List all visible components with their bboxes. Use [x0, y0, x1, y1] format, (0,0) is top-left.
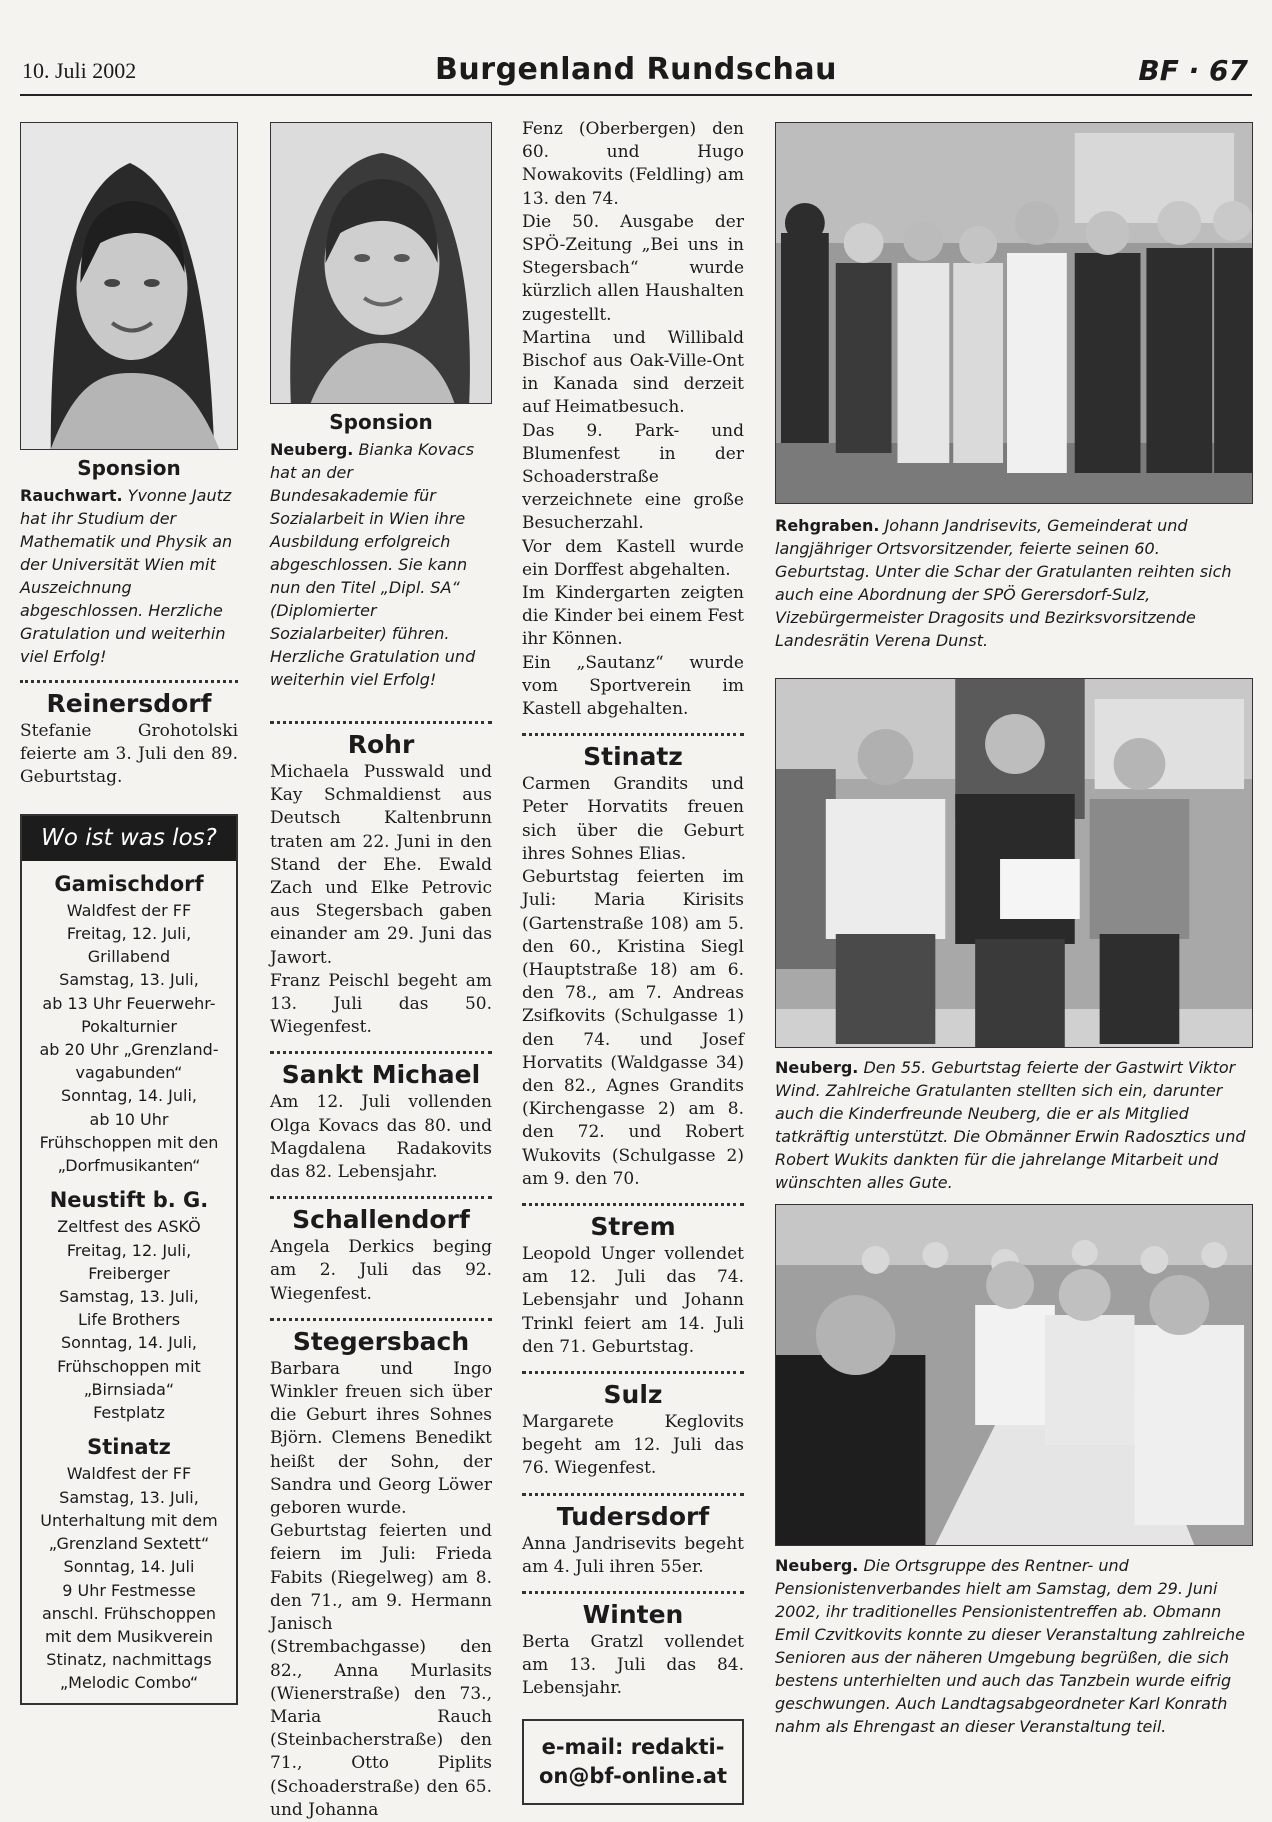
text-sulz: Margarete Keglovits begeht am 12. Juli das 76. Wiegenfest. — [522, 1411, 744, 1479]
event-line: Frühschoppen mit den — [39, 1132, 219, 1152]
text-stegersbach-cont-7: Ein „Sautanz“ wurde vom Sportverein im Kastell abgehalten. — [522, 652, 744, 720]
section-title-stegersbach: Stegersbach — [292, 1326, 470, 1356]
event-place-stinatz: Stinatz — [87, 1435, 171, 1460]
caption-place: Rehgraben. — [775, 516, 880, 535]
event-place-neustift: Neustift b. G. — [49, 1188, 209, 1213]
event-line: Samstag, 13. Juli, — [59, 1287, 199, 1307]
section-title-rohr: Rohr — [347, 730, 415, 759]
section-title-tudersdorf: Tudersdorf — [556, 1501, 710, 1531]
event-line: vagabunden“ — [75, 1063, 183, 1083]
dotted-divider — [270, 1196, 492, 1199]
dotted-divider — [522, 733, 744, 736]
caption-place: Neuberg. — [775, 1556, 859, 1575]
event-line: Waldfest der FF — [66, 1464, 192, 1484]
event-line: Sonntag, 14. Juli, — [61, 1086, 197, 1106]
caption-place: Neuberg. — [270, 440, 354, 459]
text-schallendorf: Angela Derkics beging am 2. Juli das 92. Wiegenfest. — [270, 1237, 492, 1304]
text-winten: Berta Gratzl vollendet am 13. Juli das 84. Lebensjahr. — [522, 1631, 744, 1699]
text-stegersbach-cont-4: Das 9. Park- und Blumenfest in der Schoaderstraße verzeichnete eine große Besucherzahl. — [522, 420, 744, 534]
event-line: mit dem Musikverein — [44, 1626, 214, 1646]
dotted-divider — [20, 680, 238, 683]
caption-rehgraben — [775, 514, 1253, 652]
event-line: „Melodic Combo“ — [59, 1673, 199, 1693]
event-line: Sonntag, 14. Juli — [63, 1557, 195, 1577]
event-neustift — [22, 1189, 236, 1424]
column-3 — [522, 118, 744, 1805]
event-line: Freitag, 12. Juli, — [66, 924, 192, 944]
email-line-1: e-mail: redakti- — [541, 1734, 725, 1759]
column-1 — [20, 122, 238, 1705]
portrait-photo-yvonne-jautz — [20, 122, 238, 450]
event-line: Samstag, 13. Juli, — [59, 1487, 199, 1507]
text-rohr-2: Franz Peischl begeht am 13. Juli das 50. Wiegenfest. — [270, 970, 492, 1038]
event-line: Zeltfest des ASKÖ — [57, 1217, 201, 1237]
event-line: „Dorfmusikanten“ — [57, 1156, 201, 1176]
event-line: „Birnsiada“ — [83, 1379, 175, 1399]
caption-neuberg-pensionisten — [775, 1554, 1253, 1738]
event-line: Life Brothers — [77, 1310, 181, 1330]
section-title-sankt-michael: Sankt Michael — [281, 1060, 481, 1090]
dotted-divider — [522, 1203, 744, 1206]
event-line: Waldfest der FF — [66, 900, 192, 920]
caption-neuberg-gastwirt — [775, 1056, 1253, 1194]
event-line: „Grenzland Sextett“ — [48, 1534, 210, 1554]
event-line: Festplatz — [93, 1403, 165, 1423]
event-line: Freitag, 12. Juli, — [66, 1240, 192, 1260]
column-4 — [775, 122, 1253, 1738]
photo-neuberg-gastwirt — [775, 678, 1253, 1048]
page-number: BF · 67 — [1138, 54, 1248, 87]
dotted-divider — [270, 721, 492, 724]
dotted-divider — [270, 1051, 492, 1054]
caption-place: Rauchwart. — [20, 486, 123, 505]
text-stinatz: Carmen Grandits und Peter Horvatits freuen sich über die Geburt ihres Sohnes Elias. — [522, 774, 744, 864]
email-line-2: on@bf-online.at — [538, 1763, 728, 1788]
text-reinersdorf: Stefanie Grohotolski feierte am 3. Juli den 89. Geburtstag. — [20, 721, 238, 788]
events-box — [20, 814, 238, 1705]
text-sankt-michael: Am 12. Juli vollenden Olga Kovacs das 80. und Magdalena Radakovits das 82. Lebensjahr. — [270, 1092, 492, 1183]
section-title-schallendorf: Schallendorf — [292, 1205, 470, 1235]
caption-text: Yvonne Jautz hat ihr Studium der Mathematik und Physik an der Universität Wien mit Auszeichnung abgeschlossen. Herzliche Gratulation und weiterhin viel Erfolg! — [20, 486, 233, 666]
text-stegersbach-cont-2: Die 50. Ausgabe der SPÖ-Zeitung „Bei uns in Stegersbach“ wurde kürzlich allen Haushalten zugestellt. — [522, 211, 744, 325]
event-gamischdorf — [22, 873, 236, 1178]
event-stinatz — [22, 1436, 236, 1702]
dotted-divider — [522, 1591, 744, 1594]
event-line: Pokalturnier — [81, 1016, 177, 1036]
event-line: Sonntag, 14. Juli, — [61, 1333, 197, 1353]
dotted-divider — [270, 1318, 492, 1321]
sponsion-heading: Sponsion — [77, 456, 181, 480]
caption-text: Bianka Kovacs hat an der Bundesakademie für Sozialarbeit in Wien ihre Ausbildung erfolgreich abgeschlossen. Sie kann nun den Titel „Dipl. SA“ (Diplomierter Sozialarbeiter) führen. Herzliche Gratulation und weiterhin viel Erfolg! — [270, 440, 476, 689]
page-header — [20, 52, 1252, 96]
portrait-photo-bianka-kovacs — [270, 122, 492, 404]
event-line: anschl. Frühschoppen — [41, 1603, 217, 1623]
text-stegersbach: Barbara und Ingo Winkler freuen sich über die Geburt ihres Sohnes Björn. Clemens Benedikt heißt der Sohn, der Sandra und Georg Löwer geboren wurde. — [270, 1358, 492, 1519]
event-line: 9 Uhr Festmesse — [62, 1580, 196, 1600]
event-line: Grillabend — [87, 947, 171, 967]
sponsion-heading-2: Sponsion — [329, 410, 433, 434]
event-line: ab 13 Uhr Feuerwehr- — [42, 993, 216, 1013]
section-title-strem: Strem — [590, 1211, 676, 1241]
photo-neuberg-pensionisten — [775, 1204, 1253, 1546]
caption-text: Den 55. Geburtstag feierte der Gastwirt Viktor Wind. Zahlreiche Gratulanten stellten sich ein, darunter auch die Kinderfreunde Neuberg, die er als Mitglied tatkräftig unterstützt. Die Obmänner Erwin Radosztics und Robert Wukits dankten für die jahrelange Mitarbeit und wünschten alles Gute. — [775, 1058, 1246, 1192]
caption-place: Neuberg. — [775, 1058, 859, 1077]
event-line: Unterhaltung mit dem — [40, 1510, 218, 1530]
text-tudersdorf: Anna Jandrisevits begeht am 4. Juli ihren 55er. — [522, 1533, 744, 1577]
event-line: Freiberger — [88, 1263, 170, 1283]
event-line: ab 10 Uhr — [89, 1109, 169, 1129]
text-stegersbach-cont: Fenz (Oberbergen) den 60. und Hugo Nowakovits (Feldling) am 13. den 74. — [522, 119, 744, 209]
photo-rehgraben-group — [775, 122, 1253, 504]
section-title-stinatz: Stinatz — [583, 742, 683, 772]
caption-rauchwart — [20, 484, 238, 668]
text-stegersbach-cont-6: Im Kindergarten zeigten die Kinder bei einem Fest ihr Können. — [522, 583, 744, 650]
event-line: ab 20 Uhr „Grenzland- — [39, 1040, 219, 1060]
event-line: Stinatz, nachmittags — [46, 1650, 212, 1670]
text-stinatz-2: Geburtstag feierten im Juli: Maria Kirisits (Gartenstraße 108) am 5. den 60., Kristina Siegl (Hauptstraße 18) am 6. den 78., am 7. Andreas Zsifkovits (Schulgasse 1) den 74. und Josef Horvatits (Waldgasse 34) den 82., Agnes Grandits (Kirchengasse 2) am 8. den 72. und Robert Wukovits (Schulgasse 2) am 9. den 70. — [522, 867, 744, 1189]
events-box-title: Wo ist was los? — [22, 816, 236, 861]
caption-neuberg — [270, 438, 492, 691]
section-title-winten: Winten — [582, 1599, 684, 1629]
text-strem: Leopold Unger vollendet am 12. Juli das 74. Lebensjahr und Johann Trinkl feiert am 14. Juli den 71. Geburtstag. — [522, 1243, 744, 1357]
section-title-reinersdorf: Reinersdorf — [46, 689, 212, 718]
issue-date: 10. Juli 2002 — [22, 58, 137, 83]
event-line: Samstag, 13. Juli, — [59, 970, 199, 990]
caption-text: Die Ortsgruppe des Rentner- und Pensionistenverbandes hielt am Samstag, dem 29. Juni 2002, ihr traditionelles Pensionistentreffen ab. Obmann Emil Czvitkovits konnte zu dieser Veranstaltung zahlreiche Senioren aus der näheren Umgebung begrüßen, die sich bestens unterhielten und auch das Tanzbein wurde eifrig geschwungen. Auch Landtagsabgeordneter Karl Konrath nahm als Ehrengast an dieser Veranstaltung teil. — [775, 1556, 1246, 1736]
caption-text: Johann Jandrisevits, Gemeinderat und langjähriger Ortsvorsitzender, feierte seinen 60. Geburtstag. Unter die Schar der Gratulanten reihten sich auch eine Abordnung der SPÖ Gerersdorf-Sulz, Vizebürgermeister Dragosits und Bezirksvorsitzende Landesrätin Verena Dunst. — [775, 516, 1232, 650]
text-rohr: Michaela Pusswald und Kay Schmaldienst aus Deutsch Kaltenbrunn traten am 22. Juni in den Stand der Ehe. Ewald Zach und Elke Petrovic aus Stegersbach gaben einander am 29. Juni das Jawort. — [270, 762, 492, 968]
email-box — [522, 1719, 744, 1805]
text-stegersbach-2: Geburtstag feierten und feiern im Juli: Frieda Fabits (Riegelweg) am 8. den 71., am 9. Hermann Janisch (Strembachgasse) den 82., Anna Murlasits (Wienerstraße) den 73., Maria Rauch (Steinbacherstraße) den 71., Otto Piplits (Schoaderstraße) den 65. und Johanna — [270, 1521, 492, 1820]
text-stegersbach-cont-3: Martina und Willibald Bischof aus Oak-Ville-Ont in Kanada sind derzeit auf Heimatbesuch. — [522, 327, 744, 418]
newspaper-title: Burgenland Rundschau — [435, 52, 837, 87]
text-stegersbach-cont-5: Vor dem Kastell wurde ein Dorffest abgehalten. — [522, 536, 744, 580]
event-line: Frühschoppen mit — [57, 1356, 201, 1376]
event-place-gamischdorf: Gamischdorf — [54, 871, 204, 896]
dotted-divider — [522, 1493, 744, 1496]
column-2 — [270, 122, 492, 1822]
section-title-sulz: Sulz — [603, 1379, 663, 1409]
dotted-divider — [522, 1371, 744, 1374]
